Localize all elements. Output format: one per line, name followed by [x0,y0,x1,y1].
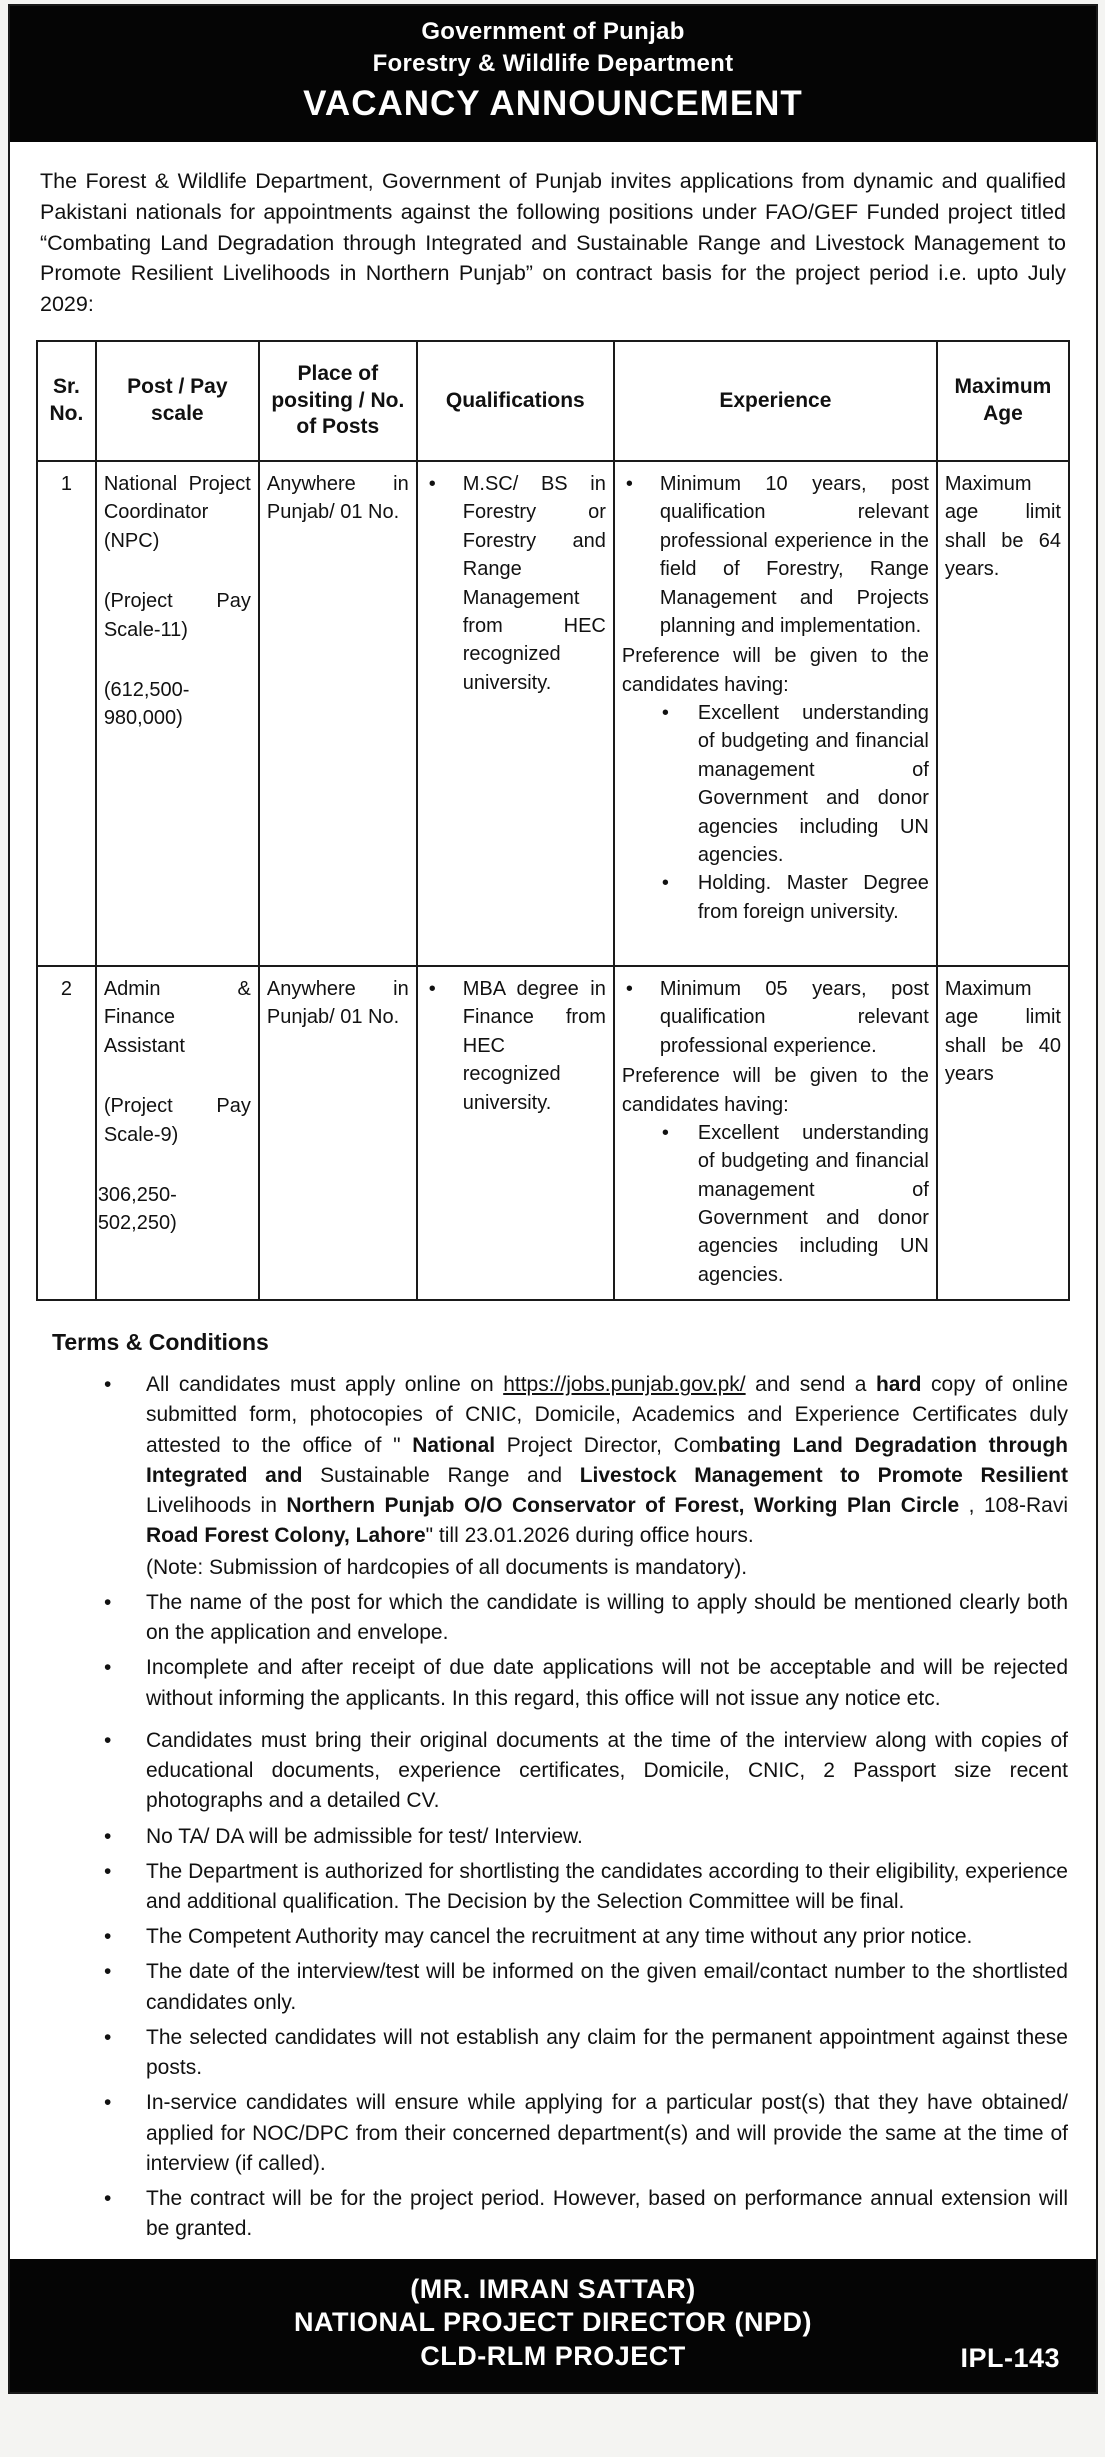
experience-preference-note: Preference will be given to the candidates having: [621,645,929,696]
term-item: • Candidates must bring their original documents at the time of the interview along with copies of educational documents, experience certificates, Domicile, CNIC, 2 Passport size recent photographs and a detailed CV. [78,1726,1068,1817]
bullet-icon: • [104,2187,112,2211]
project-name: CLD-RLM PROJECT [420,2341,686,2372]
term-item: • Incomplete and after receipt of due date applications will not be acceptable and will be rejected without informing the applicants. In this regard, this office will not issue any notice etc. [78,1653,1068,1713]
term-item: • The contract will be for the project period. However, based on performance annual extension will be granted. [78,2184,1068,2244]
bullet-icon: • [104,1373,112,1397]
bullet-icon: • [104,1925,112,1949]
post-title: National Project Coordinator (NPC) [103,472,251,552]
government-title: Government of Punjab [421,18,685,45]
maximum-age-cell: Maximum age limit shall be 64 years. [937,461,1069,966]
bullet-icon: • [104,2025,112,2049]
post-pay-scale-cell [96,966,259,1300]
ipl-reference-code: IPL-143 [960,2342,1060,2373]
term-item: • The date of the interview/test will be informed on the given email/contact number to the shortlisted candidates only. [78,1957,1068,2017]
experience-sub-item: Excellent understanding of budgeting and financial management of Government and donor agencies including UN agencies. [697,702,929,867]
experience-sub-item: Excellent understanding of budgeting and financial management of Government and donor agencies including UN agencies. [697,1121,929,1286]
bullet-icon: • [104,1859,112,1883]
term-item: • The name of the post for which the candidate is willing to apply should be mentioned clearly both on the application and envelope. [78,1588,1068,1648]
bullet-icon: • [104,1590,112,1614]
footer-banner [10,2259,1096,2392]
bullet-icon: • [428,472,436,495]
vacancy-announcement-title: VACANCY ANNOUNCEMENT [303,83,803,123]
column-header-experience: Experience [614,341,937,461]
column-header-place-of-posting: Place of positing / No. of Posts [259,341,417,461]
pay-scale: (Project Pay Scale-11) [103,590,251,641]
pay-range: (612,500-980,000) [103,678,190,730]
experience-cell [614,461,937,966]
bullet-icon: • [104,1824,112,1848]
term-item: • The Department is authorized for shortlisting the candidates according to their eligibility, experience and additional qualification. The Decision by the Selection Committee will be final. [78,1857,1068,1917]
hardcopy-note: (Note: Submission of hardcopies of all documents is mandatory). [146,1555,748,1579]
sr-no-cell: 2 [37,966,96,1300]
column-header-maximum-age: Maximum Age [937,341,1069,461]
pay-range: 306,250-502,250) [97,1183,177,1235]
bullet-icon: • [625,472,633,495]
term-item: • The Competent Authority may cancel the recruitment at any time without any prior notice. [78,1922,1068,1952]
bullet-icon: • [661,1121,669,1144]
term-apply-online-text[interactable]: All candidates must apply online on https://jobs.punjab.gov.pk/ and send a hard copy of online submitted form, photocopies of CNIC, Domicile, Academics and Experience Certificates duly attested to the office of " National Project Director, Combating Land Degradation through Integrated and Sustainable Range and Livestock Management to Promote Resilient Livelihoods in Northern Punjab O/O Conservator of Forest, Working Plan Circle , 108-Ravi Road Forest Colony, Lahore" till 23.01.2026 during office hours. [146,1373,1068,1548]
experience-text: Minimum 05 years, post qualification relevant professional experience. [659,977,929,1057]
header-banner [10,6,1096,142]
column-header-post-pay-scale: Post / Pay scale [96,341,259,461]
bullet-icon: • [104,1656,112,1680]
column-header-sr-no: Sr. No. [37,341,96,461]
pay-scale: (Project Pay Scale-9) [103,1095,251,1146]
bullet-icon: • [104,2091,112,2115]
post-title: Admin & Finance Assistant [103,977,251,1057]
bullet-icon: • [104,1728,112,1752]
bullet-icon: • [428,977,436,1000]
bullet-icon: • [625,977,633,1000]
column-header-qualifications: Qualifications [417,341,614,461]
term-item-apply-online [78,1370,1068,1583]
term-item: • No TA/ DA will be admissible for test/ Interview. [78,1822,1068,1852]
experience-preference-note: Preference will be given to the candidates having: [621,1065,929,1116]
term-item: • In-service candidates will ensure while applying for a particular post(s) that they have obtained/ applied for NOC/DPC from their concerned department(s) and will provide the same at the time of interview (if called). [78,2088,1068,2179]
table-header-row [37,341,1069,461]
vacancy-table [36,340,1070,1301]
terms-list [36,1370,1070,2244]
department-title: Forestry & Wildlife Department [372,50,734,78]
intro-paragraph: The Forest & Wildlife Department, Government of Punjab invites applications from dynamic and qualified Pakistani nationals for appointments against the following positions under FAO/GEF Funded project titled “Combating Land Degradation through Integrated and Sustainable Range and Livestock Management to Promote Resilient Livelihoods in Northern Punjab” on contract basis for the project period i.e. upto July 2029: [40,169,1066,317]
sr-no-cell: 1 [37,461,96,966]
bullet-icon: • [661,702,669,725]
experience-sub-item: Holding. Master Degree from foreign university. [697,872,929,923]
experience-text: Minimum 10 years, post qualification relevant professional experience in the field of Forestry, Range Management and Projects planning and implementation. [659,472,929,637]
table-row [37,966,1069,1300]
terms-and-conditions-heading: Terms & Conditions [52,1329,269,1356]
post-pay-scale-cell [96,461,259,966]
qualifications-cell [417,966,614,1300]
maximum-age-cell: Maximum age limit shall be 40 years [937,966,1069,1300]
document-body [10,166,1096,2244]
place-of-posting-cell: Anywhere in Punjab/ 01 No. [259,966,417,1300]
bullet-icon: • [661,872,669,895]
vacancy-announcement-page [8,4,1098,2394]
signatory-name: (MR. IMRAN SATTAR) [410,2273,696,2304]
place-of-posting-cell: Anywhere in Punjab/ 01 No. [259,461,417,966]
qualifications-cell [417,461,614,966]
qualification-text: MBA degree in Finance from HEC recognized university. [462,977,606,1114]
term-item: • The selected candidates will not establish any claim for the permanent appointment against these posts. [78,2023,1068,2083]
table-row [37,461,1069,966]
experience-cell [614,966,937,1300]
bullet-icon: • [104,1960,112,1984]
signatory-designation: NATIONAL PROJECT DIRECTOR (NPD) [293,2307,813,2338]
qualification-text: M.SC/ BS in Forestry or Forestry and Range Management from HEC recognized university. [462,472,606,694]
